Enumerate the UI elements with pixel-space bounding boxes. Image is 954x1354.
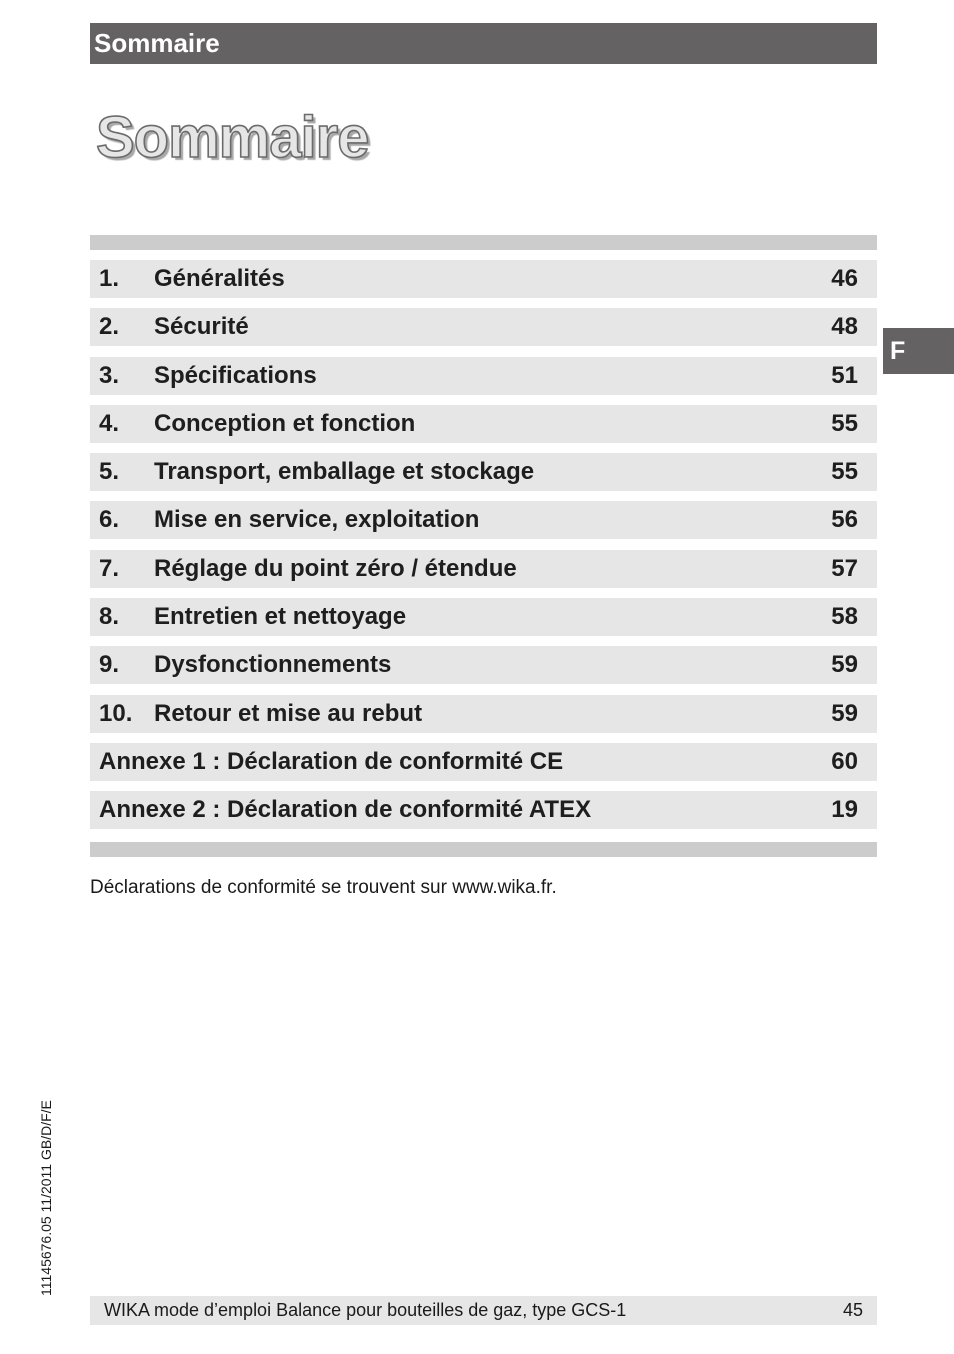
- toc-entry-number: 4.: [99, 409, 120, 437]
- toc-entry-title: Transport, emballage et stockage: [154, 458, 535, 486]
- toc-entry-page: 51: [831, 361, 858, 389]
- toc-entry-title: Mise en service, exploitation: [154, 506, 480, 534]
- toc-entry-9[interactable]: [90, 646, 877, 684]
- toc-entry-5[interactable]: [90, 453, 877, 491]
- footer-text: WIKA mode d’emploi Balance pour bouteilles de gaz, type GCS-1: [104, 1300, 627, 1320]
- toc-top-rule: [90, 235, 877, 250]
- toc-entry-8[interactable]: [90, 598, 877, 636]
- language-tab-label: F: [890, 337, 906, 365]
- footer-page-number: 45: [842, 1300, 863, 1320]
- table-of-contents: [90, 260, 877, 840]
- toc-entry-title: Retour et mise au rebut: [154, 699, 423, 727]
- toc-entry-number: 1.: [99, 265, 120, 292]
- toc-entry-title: Annexe 1 : Déclaration de conformité CE: [99, 747, 564, 775]
- toc-entry-number: 6.: [99, 506, 120, 534]
- toc-entry-number: 10.: [99, 699, 133, 727]
- language-tab: [883, 328, 954, 374]
- header-bar: [90, 23, 877, 64]
- toc-entry-page: 55: [831, 409, 858, 437]
- toc-entry-6[interactable]: [90, 501, 877, 539]
- toc-entry-number: 2.: [99, 313, 120, 341]
- toc-entry-title: Généralités: [154, 265, 285, 292]
- toc-entry-page: 56: [831, 506, 858, 534]
- toc-entry-10[interactable]: [90, 695, 877, 733]
- page-title: Sommaire: [96, 105, 369, 170]
- toc-entry-page: 57: [831, 554, 858, 582]
- footer-bar: [90, 1296, 877, 1325]
- toc-entry-title: Conception et fonction: [154, 409, 416, 437]
- toc-entry-title: Spécifications: [154, 361, 317, 389]
- toc-entry-page: 48: [831, 313, 858, 341]
- toc-entry-title: Annexe 2 : Déclaration de conformité ATEX: [99, 796, 592, 824]
- toc-entry-number: 9.: [99, 651, 120, 679]
- toc-entry-number: 5.: [99, 458, 120, 486]
- toc-entry-page: 59: [831, 651, 858, 679]
- toc-entry-page: 60: [831, 747, 858, 775]
- toc-entry-title: Entretien et nettoyage: [154, 603, 407, 631]
- toc-bottom-rule: [90, 842, 877, 857]
- toc-entry-2[interactable]: [90, 308, 877, 346]
- toc-entry-4[interactable]: [90, 405, 877, 443]
- toc-entry-1[interactable]: [90, 260, 877, 298]
- toc-entry-title: Dysfonctionnements: [154, 651, 392, 679]
- toc-entry-number: 8.: [99, 603, 120, 631]
- toc-entry-page: 19: [831, 796, 858, 824]
- toc-entry-number: 7.: [99, 554, 120, 582]
- toc-entry-page: 58: [831, 603, 858, 631]
- header-title: Sommaire: [94, 28, 220, 58]
- toc-entry-title: Sécurité: [154, 313, 249, 341]
- toc-entry-title: Réglage du point zéro / étendue: [154, 554, 517, 582]
- toc-entry-page: 59: [831, 699, 858, 727]
- toc-entry-7[interactable]: [90, 550, 877, 588]
- toc-entry-3[interactable]: [90, 357, 877, 395]
- toc-entry-number: 3.: [99, 361, 120, 389]
- toc-entry-page: 46: [831, 265, 858, 292]
- toc-entry-page: 55: [831, 458, 858, 486]
- toc-entry-annex-1[interactable]: [90, 743, 877, 781]
- toc-entry-annex-2[interactable]: [90, 791, 877, 829]
- declarations-note: Déclarations de conformité se trouvent sur www.wika.fr.: [90, 877, 557, 898]
- document-code: 11145676.05 11/2011 GB/D/F/E: [38, 1100, 54, 1296]
